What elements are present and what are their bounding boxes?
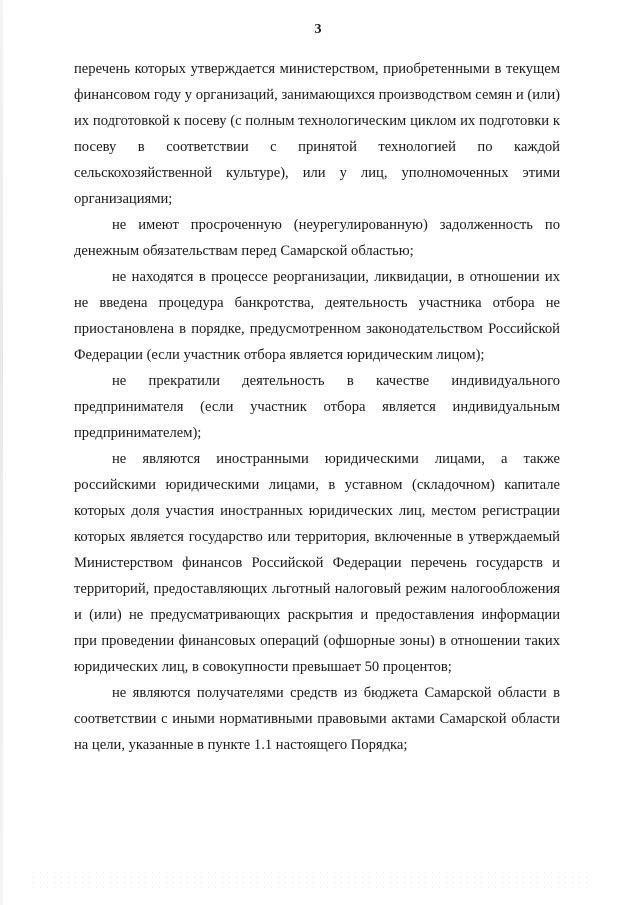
scan-noise xyxy=(30,870,590,890)
paragraph-not-budget-recipient: не являются получателями средств из бюджета Самарской области в соответствии с иными нормативными правовыми актами Самарской области на цели, указанные в пункте 1.1 настоящего Порядка; xyxy=(74,685,560,753)
scan-left-edge xyxy=(0,0,3,905)
paragraph-no-overdue-debt: не имеют просроченную (неурегулированную) задолженность по денежным обязательствам перед Самарской областью; xyxy=(74,217,560,259)
document-body xyxy=(74,56,560,758)
paragraph-approved-list-continuation: перечень которых утверждается министерством, приобретенными в текущем финансовом году у организаций, занимающихся производством семян и (или) их подготовкой к посеву (с полным технологическим циклом их подготовки к посеву в соответствии с принятой технологией по каждой сельскохозяйственной культуре), или у лиц, уполномоченных этими организациями; xyxy=(74,61,560,207)
paragraph-not-foreign-entity: не являются иностранными юридическими лицами, а также российскими юридическими лицами, в уставном (складочном) капитале которых доля участия иностранных юридических лиц, местом регистрации которых является государство или территория, включенные в утверждаемый Министерством финансов Российской Федерации перечень государств и территорий, предоставляющих льготный налоговый режим налогообложения и (или) не предусматривающих раскрытия и предоставления информации при проведении финансовых операций (офшорные зоны) в отношении таких юридических лиц, в совокупности превышает 50 процентов; xyxy=(74,451,560,675)
page-number: 3 xyxy=(314,22,322,37)
paragraph-no-reorganization: не находятся в процессе реорганизации, ликвидации, в отношении их не введена процедура банкротства, деятельность участника отбора не приостановлена в порядке, предусмотренном законодательством Российской Федерации (если участник отбора является юридическим лицом); xyxy=(74,269,560,363)
paragraph-entrepreneur-activity: не прекратили деятельность в качестве индивидуального предпринимателя (если участник отбора является индивидуальным предпринимателем); xyxy=(74,373,560,441)
